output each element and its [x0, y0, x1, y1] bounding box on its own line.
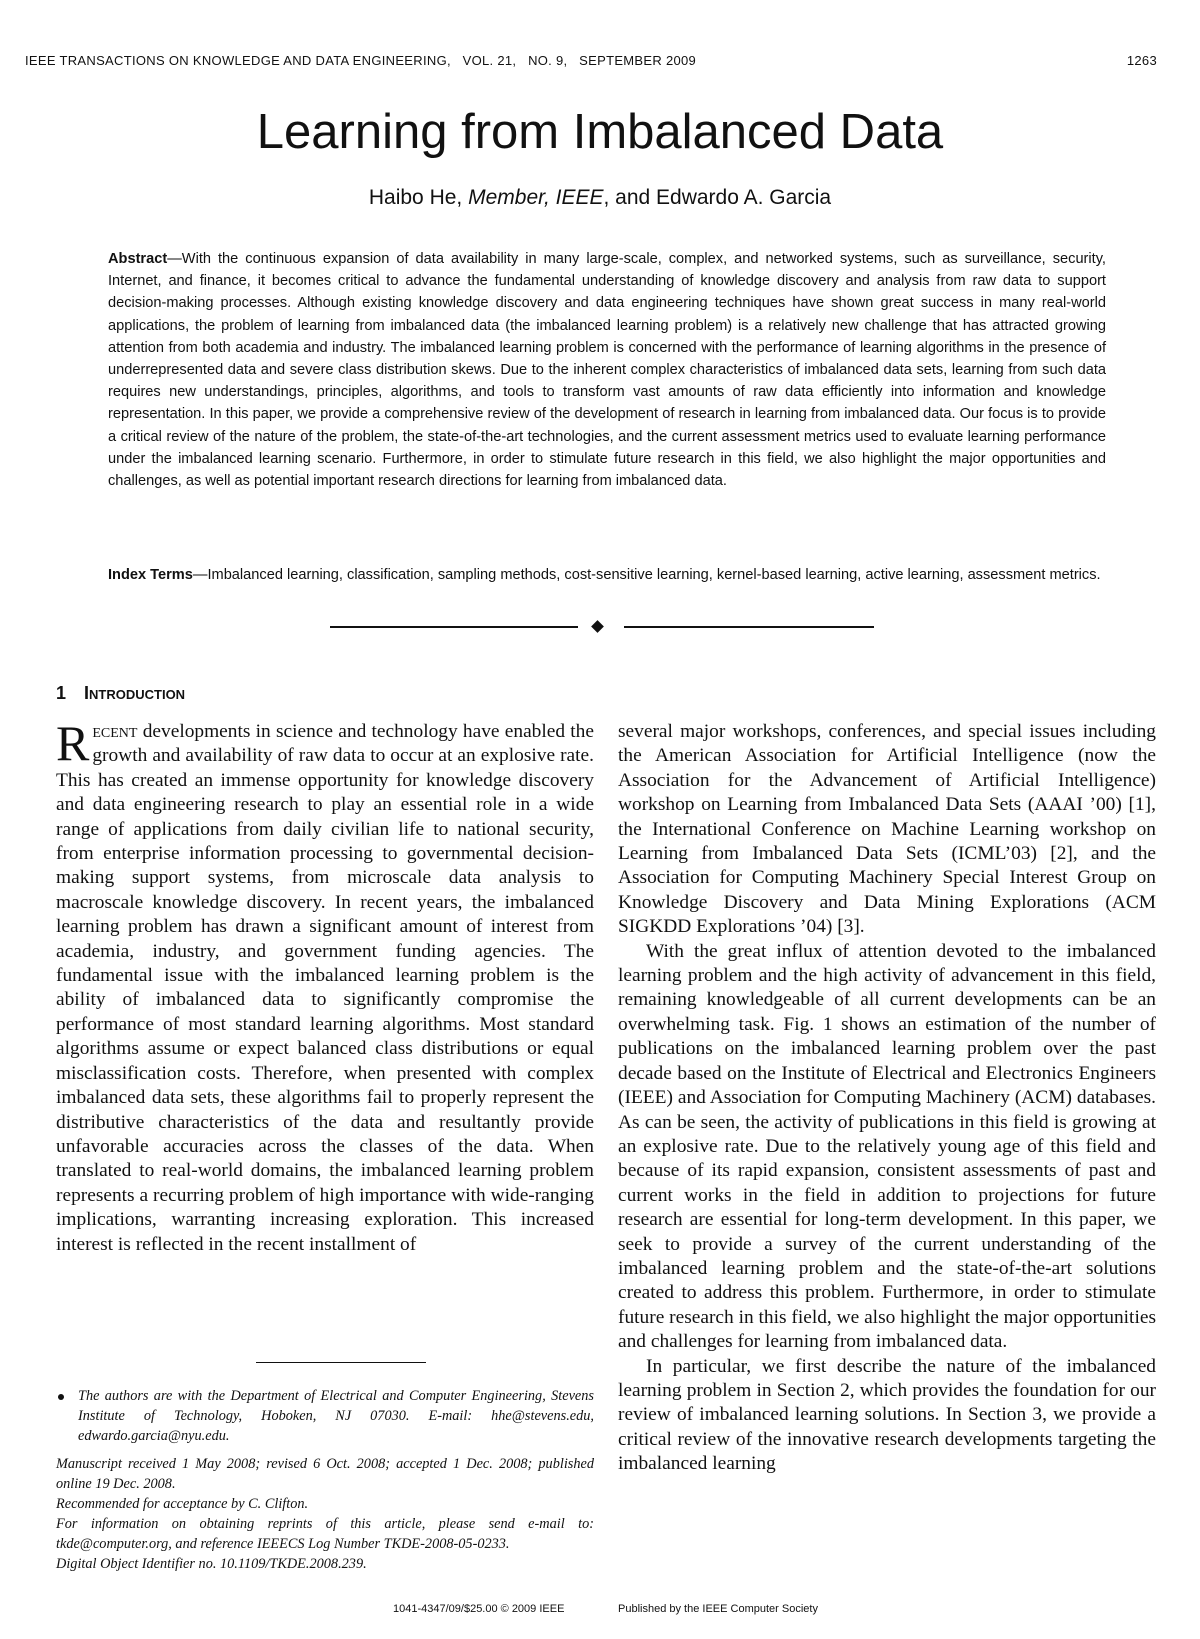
section-heading: [56, 683, 185, 704]
author-line: [0, 186, 1200, 210]
right-paragraph-2: With the great influx of attention devoted to the imbalanced learning problem and the high activity of advancement in this field, remaining knowledgeable of all current developments can be an overwhelming task. Fig. 1 shows an estimation of the number of publications on the imbalanced learning problem over the past decade based on the Institute of Electrical and Electronics Engineers (IEEE) and Association for Computing Machinery (ACM) databases. As can be seen, the activity of publications in this field is growing at an explosive rate. Due to the relatively young age of this field and because of its rapid expansion, consistent assessments of past and current works in the field in addition to projections for future research are essential for long-term development. In this paper, we seek to provide a survey of the current understanding of the imbalanced learning problem and the state-of-the-art solutions created to address this problem. Furthermore, in order to stimulate future research in this field, we also highlight the major opportunities and challenges for learning from imbalanced data.: [618, 940, 1156, 1353]
abstract-label: Abstract: [108, 251, 168, 267]
right-paragraph-3: In particular, we first describe the nature of the imbalanced learning problem in Section 2, which provides the foundation for our review of imbalanced learning solutions. In Section 3, we provide a critical review of the innovative research developments targeting the imbalanced learning: [618, 1355, 1156, 1475]
intro-paragraph: [56, 715, 594, 1257]
abstract: [108, 248, 1106, 492]
doi-note: Digital Object Identifier no. 10.1109/TKDE.2008.239.: [56, 1556, 367, 1572]
author-rest: , and Edwardo A. Garcia: [603, 186, 832, 209]
manuscript-note: Manuscript received 1 May 2008; revised 6 Oct. 2008; accepted 1 Dec. 2008; published online 19 Dec. 2008.: [56, 1456, 594, 1492]
publisher-line: Published by the IEEE Computer Society: [618, 1603, 818, 1615]
journal-header: IEEE TRANSACTIONS ON KNOWLEDGE AND DATA ENGINEERING, VOL. 21, NO. 9, SEPTEMBER 2009: [25, 53, 697, 68]
author-name: Haibo He,: [368, 186, 463, 209]
affiliation-text: The authors are with the Department of Electrical and Computer Engineering, Stevens Institute of Technology, Hoboken, NJ 07030. E-mail: hhe@stevens.edu, edwardo.garcia@nyu.edu.: [78, 1388, 594, 1444]
abstract-text: —With the continuous expansion of data availability in many large-scale, complex, and networked systems, such as surveillance, security, Internet, and finance, it becomes critical to advance the fundamental understanding of knowledge discovery and analysis from raw data to support decision-making processes. Although existing knowledge discovery and data engineering techniques have shown great success in many real-world applications, the problem of learning from imbalanced data (the imbalanced learning problem) is a relatively new challenge that has attracted growing attention from both academia and industry. The imbalanced learning problem is concerned with the performance of learning algorithms in the presence of underrepresented data and severe class distribution skews. Due to the inherent complex characteristics of imbalanced data sets, learning from such data requires new understandings, principles, algorithms, and tools to transform vast amounts of raw data efficiently into information and knowledge representation. In this paper, we provide a comprehensive review of the development of research in learning from imbalanced data. Our focus is to provide a critical review of the nature of the problem, the state-of-the-art technologies, and the current assessment metrics used to evaluate learning performance under the imbalanced learning scenario. Furthermore, in order to stimulate future research in this field, we also highlight the major opportunities and challenges, as well as potential important research directions for learning from imbalanced data.: [108, 251, 1106, 490]
divider-diamond-icon: [591, 620, 604, 633]
copyright-line: 1041-4347/09/$25.00 © 2009 IEEE: [393, 1603, 565, 1615]
index-terms-label: Index Terms: [108, 567, 193, 583]
left-column: [56, 715, 594, 1257]
paper-title: Learning from Imbalanced Data: [256, 105, 944, 159]
opening-word: ecent: [92, 721, 138, 742]
section-divider: [330, 621, 874, 633]
section-number: 1: [56, 683, 67, 703]
reprints-note: For information on obtaining reprints of this article, please send e-mail to: tkde@computer.org, and reference IEEECS Log Number TKDE-2008-05-0233.: [56, 1516, 594, 1552]
section-title: Introduction: [84, 683, 186, 703]
footnote-rule: [256, 1362, 426, 1363]
footnotes: [56, 1386, 594, 1574]
author-membership: Member, IEEE: [468, 186, 604, 209]
recommended-note: Recommended for acceptance by C. Clifton.: [56, 1496, 309, 1512]
divider-line-right: [624, 626, 874, 628]
affiliation-footnote: [56, 1386, 594, 1446]
left-paragraph-text: developments in science and technology have enabled the growth and availability of raw data to occur at an explosive rate. This has created an immense opportunity for knowledge discovery and data engineering research to play an essential role in a wide range of applications from daily civilian life to national security, from enterprise information processing to governmental decision-making support systems, from microscale data analysis to macroscale knowledge discovery. In recent years, the imbalanced learning problem has drawn a significant amount of interest from academia, industry, and government funding agencies. The fundamental issue with the imbalanced learning problem is the ability of imbalanced data to significantly compromise the performance of most standard learning algorithms. Most standard algorithms assume or expect balanced class distributions or equal misclassification costs. Therefore, when presented with complex imbalanced data sets, these algorithms fail to properly represent the distributive characteristics of the data and resultantly provide unfavorable accuracies across the classes of the data. When translated to real-world domains, the imbalanced learning problem represents a recurring problem of high importance with wide-ranging implications, warranting increasing exploration. This increased interest is reflected in the recent installment of: [56, 721, 594, 1255]
page-number: 1263: [1126, 53, 1157, 68]
index-terms-text: —Imbalanced learning, classification, sampling methods, cost-sensitive learning, kernel-based learning, active learning, assessment metrics.: [192, 567, 1101, 583]
right-column: [618, 720, 1156, 1477]
running-head: [25, 53, 1157, 68]
bullet-icon: [58, 1394, 64, 1400]
drop-cap: R: [56, 715, 90, 771]
index-terms: [108, 564, 1106, 586]
right-paragraph-1: several major workshops, conferences, and special issues including the American Association for Artificial Intelligence (now the Association for the Advancement of Artificial Intelligence) workshop on Learning from Imbalanced Data Sets (AAAI ’00) [1], the International Conference on Machine Learning workshop on Learning from Imbalanced Data Sets (ICML’03) [2], and the Association for Computing Machinery Special Interest Group on Knowledge Discovery and Data Mining Explorations (ACM SIGKDD Explorations ’04) [3].: [618, 721, 1156, 938]
divider-line-left: [330, 626, 578, 628]
